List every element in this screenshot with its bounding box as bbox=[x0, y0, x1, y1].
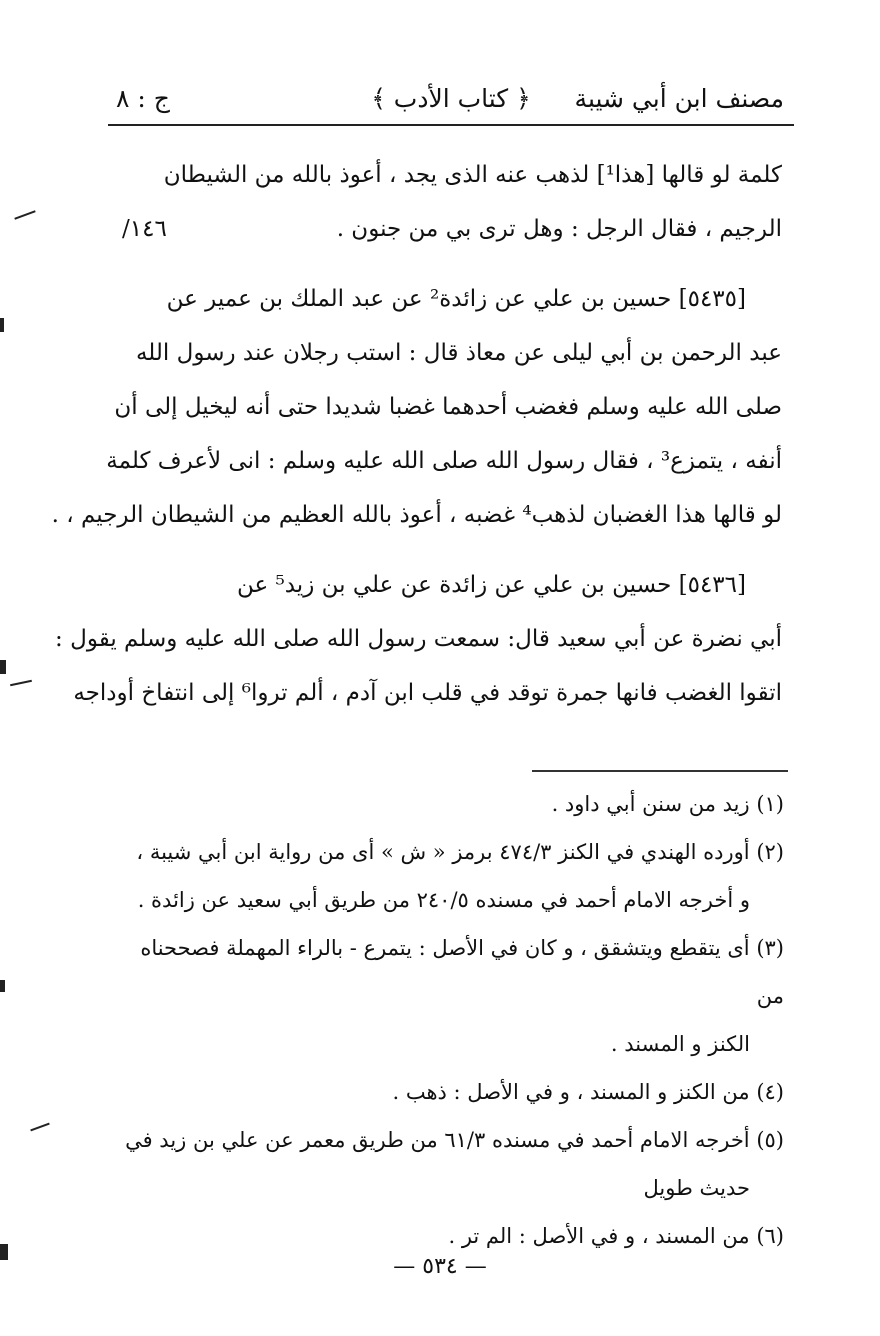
footnotes bbox=[120, 780, 784, 1260]
footnote-5-continued: حديث طويل bbox=[643, 1176, 750, 1200]
text-line: كلمة لو قالها [هذا¹] لذهب عنه الذى يجد ، أعوذ بالله من الشيطان bbox=[163, 162, 782, 188]
text-line: أنفه ، يتمزع³ ، فقال رسول الله صلى الله عليه وسلم : انى لأعرف كلمة bbox=[106, 448, 782, 474]
footnote-3: (٣) أى يتقطع ويتشقق ، و كان في الأصل : يتمرع - بالراء المهملة فصححناه من bbox=[140, 936, 784, 1008]
footnote-4: (٤) من الكنز و المسند ، و في الأصل : ذهب . bbox=[392, 1080, 784, 1104]
scan-mark bbox=[0, 660, 6, 674]
text-line: أبي نضرة عن أبي سعيد قال: سمعت رسول الله صلى الله عليه وسلم يقول : bbox=[55, 626, 782, 652]
footnote-2: (٢) أورده الهندي في الكنز ٤٧٤/٣ برمز « ش » أى من رواية ابن أبي شيبة ، bbox=[136, 840, 784, 864]
scan-mark bbox=[10, 680, 32, 687]
text-line-with-page-ref bbox=[122, 202, 782, 256]
footnote-2-continued: و أخرجه الامام أحمد في مسنده ٢٤٠/٥ من طريق أبي سعيد عن زائدة . bbox=[137, 888, 750, 912]
footnote-separator bbox=[532, 770, 788, 772]
footnote-3-continued: الكنز و المسند . bbox=[610, 1032, 750, 1056]
page-reference: ١٤٦/ bbox=[122, 216, 167, 242]
volume-number: ج : ٨ bbox=[116, 84, 170, 113]
text-line: الرجيم ، فقال الرجل : وهل ترى بي من جنون . bbox=[336, 216, 782, 242]
scan-mark bbox=[30, 1123, 49, 1132]
scan-mark bbox=[0, 318, 4, 332]
text-line: لو قالها هذا الغضبان لذهب⁴ غضبه ، أعوذ بالله العظيم من الشيطان الرجيم ، . bbox=[51, 502, 782, 528]
chapter-title: ﴿ كتاب الأدب ﴾ bbox=[371, 84, 531, 113]
scan-mark bbox=[0, 980, 5, 992]
footnote-5: (٥) أخرجه الامام أحمد في مسنده ٦١/٣ من طريق معمر عن علي بن زيد في bbox=[125, 1128, 784, 1152]
scan-mark bbox=[14, 210, 35, 219]
scan-mark bbox=[0, 1244, 8, 1260]
text-line: صلى الله عليه وسلم فغضب أحدهما غضبا شديدا حتى أنه ليخيل إلى أن bbox=[114, 394, 782, 420]
page-number: — ٥٣٤ — bbox=[393, 1254, 487, 1279]
hadith-5435-start: [٥٤٣٥] حسين بن علي عن زائدة² عن عبد الملك بن عمير عن bbox=[166, 286, 746, 312]
hadith-5436-start: [٥٤٣٦] حسين بن علي عن زائدة عن علي بن زيد⁵ عن bbox=[236, 572, 746, 598]
footnote-1: (١) زيد من سنن أبي داود . bbox=[551, 792, 784, 816]
footnote-6: (٦) من المسند ، و في الأصل : الم تر . bbox=[448, 1224, 784, 1248]
running-header bbox=[108, 78, 794, 126]
book-title: مصنف ابن أبي شيبة bbox=[574, 84, 784, 113]
text-line: عبد الرحمن بن أبي ليلى عن معاذ قال : استب رجلان عند رسول الله bbox=[135, 340, 782, 366]
main-text bbox=[51, 148, 782, 720]
text-line: اتقوا الغضب فانها جمرة توقد في قلب ابن آدم ، ألم تروا⁶ إلى انتفاخ أوداجه bbox=[73, 680, 782, 706]
